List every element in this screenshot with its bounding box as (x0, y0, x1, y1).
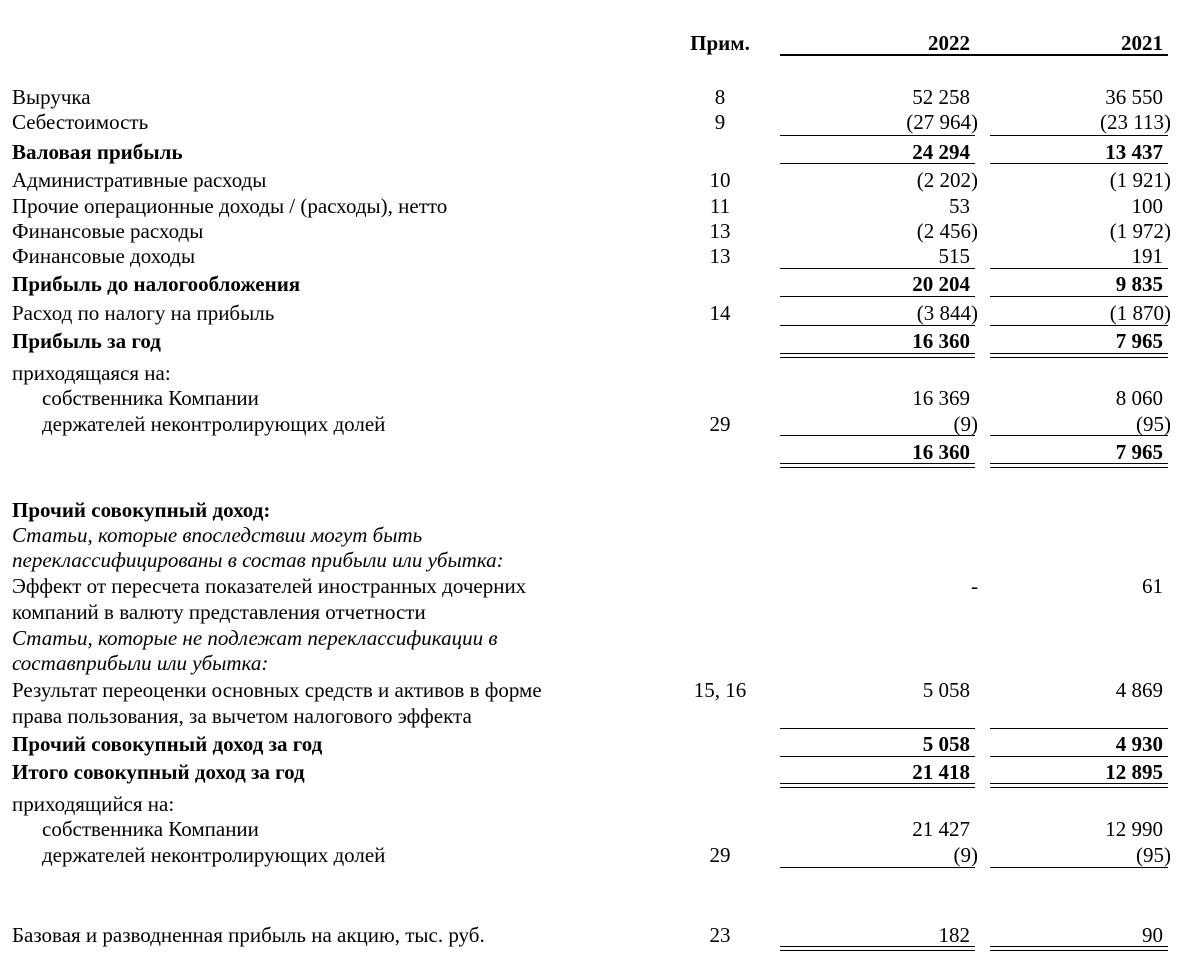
rule (780, 467, 975, 468)
row-label-owners: собственника Компании (42, 386, 259, 410)
row-2022-nci-2: (9) (953, 843, 978, 867)
rule (990, 163, 1168, 164)
rule (990, 435, 1168, 436)
rule (990, 946, 1168, 947)
rule (780, 268, 975, 269)
rule (990, 296, 1168, 297)
row-label-gross-profit: Валовая прибыль (12, 140, 183, 164)
row-label-total-comprehensive: Итого совокупный доход за год (12, 760, 305, 784)
row-note-admin-expenses: 10 (709, 168, 731, 192)
row-label-reclassifiable-1: Статьи, которые впоследствии могут быть (12, 523, 423, 547)
row-2021-income-tax: (1 870) (1109, 301, 1171, 325)
row-note-nci-2: 29 (709, 843, 731, 867)
row-2021-gross-profit: 13 437 (1105, 140, 1163, 164)
rule (990, 268, 1168, 269)
rule (780, 135, 975, 136)
row-2022-profit-before-tax: 20 204 (912, 272, 970, 296)
row-2022-profit-total: 16 360 (912, 440, 970, 464)
row-2021-admin-expenses: (1 921) (1109, 168, 1171, 192)
rule (990, 325, 1168, 326)
rule (780, 357, 975, 358)
row-2022-other-operating: 53 (949, 194, 970, 218)
row-2022-finance-expenses: (2 456) (916, 219, 978, 243)
row-label-eps: Базовая и разводненная прибыль на акцию, тыс. руб. (12, 923, 485, 947)
row-note-eps: 23 (709, 923, 731, 947)
row-label-nci-2: держателей неконтролирующих долей (42, 843, 386, 867)
row-2022-eps: 182 (938, 923, 970, 947)
rule (990, 867, 1168, 868)
row-2022-nci: (9) (953, 412, 978, 436)
rule (990, 783, 1168, 784)
row-note-nci: 29 (709, 412, 731, 436)
rule (780, 946, 975, 947)
row-2022-finance-income: 515 (938, 244, 970, 268)
rule (990, 357, 1168, 358)
row-2022-revenue: 52 258 (912, 85, 970, 109)
row-note-revenue: 8 (714, 85, 726, 109)
row-2022-fx-translation: - (971, 574, 978, 598)
row-note-finance-income: 13 (709, 244, 731, 268)
rule (780, 867, 975, 868)
rule (990, 950, 1168, 951)
rule (780, 296, 975, 297)
row-2021-nci-2: (95) (1136, 843, 1171, 867)
row-label-non-reclassifiable-1: Статьи, которые не подлежат переклассификации в (12, 626, 498, 650)
rule (990, 135, 1168, 136)
row-2021-eps: 90 (1142, 923, 1163, 947)
row-2021-fx-translation: 61 (1142, 574, 1163, 598)
row-2022-total-comprehensive: 21 418 (912, 760, 970, 784)
rule (780, 325, 975, 326)
rule (990, 728, 1168, 729)
row-2021-cost-of-sales: (23 113) (1100, 110, 1171, 134)
row-2022-income-tax: (3 844) (916, 301, 978, 325)
rule (990, 463, 1168, 464)
row-label-revenue: Выручка (12, 85, 91, 109)
row-label-finance-income: Финансовые доходы (12, 244, 196, 268)
rule (990, 467, 1168, 468)
row-2021-finance-income: 191 (1131, 244, 1163, 268)
row-label-admin-expenses: Административные расходы (12, 168, 267, 192)
row-2022-revaluation: 5 058 (922, 678, 970, 702)
row-2021-revenue: 36 550 (1105, 85, 1163, 109)
row-label-nci: держателей неконтролирующих долей (42, 412, 386, 436)
row-label-attributable-to: приходящаяся на: (12, 361, 171, 385)
row-2021-profit-for-year: 7 965 (1115, 329, 1163, 353)
row-2022-oci-for-year: 5 058 (922, 732, 970, 756)
row-label-fx-translation-2: компаний в валюту представления отчетности (12, 600, 426, 624)
row-2021-other-operating: 100 (1131, 194, 1163, 218)
rule (780, 787, 975, 788)
rule (780, 950, 975, 951)
row-2022-admin-expenses: (2 202) (916, 168, 978, 192)
row-2021-total-comprehensive: 12 895 (1105, 760, 1163, 784)
row-label-profit-before-tax: Прибыль до налогообложения (12, 272, 301, 296)
row-label-fx-translation-1: Эффект от пересчета показателей иностранных дочерних (12, 574, 527, 598)
row-label-oci-heading: Прочий совокупный доход: (12, 498, 271, 522)
row-label-attributable-to-2: приходящийся на: (12, 792, 175, 816)
row-note-income-tax: 14 (709, 301, 731, 325)
rule (990, 756, 1168, 757)
row-2021-nci: (95) (1136, 412, 1171, 436)
row-note-revaluation: 15, 16 (693, 678, 747, 702)
row-label-owners-2: собственника Компании (42, 817, 259, 841)
rule (780, 353, 975, 354)
header-underline (780, 54, 1168, 56)
row-2022-cost-of-sales: (27 964) (906, 110, 978, 134)
row-2021-finance-expenses: (1 972) (1109, 219, 1171, 243)
row-2021-profit-total: 7 965 (1115, 440, 1163, 464)
row-2021-profit-before-tax: 9 835 (1115, 272, 1163, 296)
row-label-revaluation-2: права пользования, за вычетом налогового эффекта (12, 704, 472, 728)
row-label-revaluation-1: Результат переоценки основных средств и активов в форме (12, 678, 542, 702)
row-label-non-reclassifiable-2: составприбыли или убытка: (12, 651, 269, 675)
row-2022-gross-profit: 24 294 (912, 140, 970, 164)
row-2022-profit-for-year: 16 360 (912, 329, 970, 353)
row-label-income-tax: Расход по налогу на прибыль (12, 301, 275, 325)
row-label-cost-of-sales: Себестоимость (12, 110, 149, 134)
rule (780, 435, 975, 436)
row-label-oci-for-year: Прочий совокупный доход за год (12, 732, 323, 756)
rule (780, 728, 975, 729)
column-header-2021: 2021 (1121, 31, 1163, 55)
row-2021-owners-2: 12 990 (1105, 817, 1163, 841)
rule (990, 787, 1168, 788)
rule (990, 353, 1168, 354)
row-note-finance-expenses: 13 (709, 219, 731, 243)
row-2022-owners: 16 369 (912, 386, 970, 410)
row-2021-owners: 8 060 (1115, 386, 1163, 410)
column-header-note: Прим. (690, 31, 750, 55)
rule (780, 463, 975, 464)
row-label-profit-for-year: Прибыль за год (12, 329, 161, 353)
rule (780, 163, 975, 164)
row-label-other-operating: Прочие операционные доходы / (расходы), нетто (12, 194, 448, 218)
rule (780, 783, 975, 784)
row-2021-oci-for-year: 4 930 (1115, 732, 1163, 756)
rule (780, 756, 975, 757)
column-header-2022: 2022 (928, 31, 970, 55)
row-label-reclassifiable-2: переклассифицированы в состав прибыли или убытка: (12, 548, 504, 572)
row-2022-owners-2: 21 427 (912, 817, 970, 841)
row-note-other-operating: 11 (709, 194, 731, 218)
row-note-cost-of-sales: 9 (714, 110, 726, 134)
row-2021-revaluation: 4 869 (1115, 678, 1163, 702)
row-label-finance-expenses: Финансовые расходы (12, 219, 204, 243)
